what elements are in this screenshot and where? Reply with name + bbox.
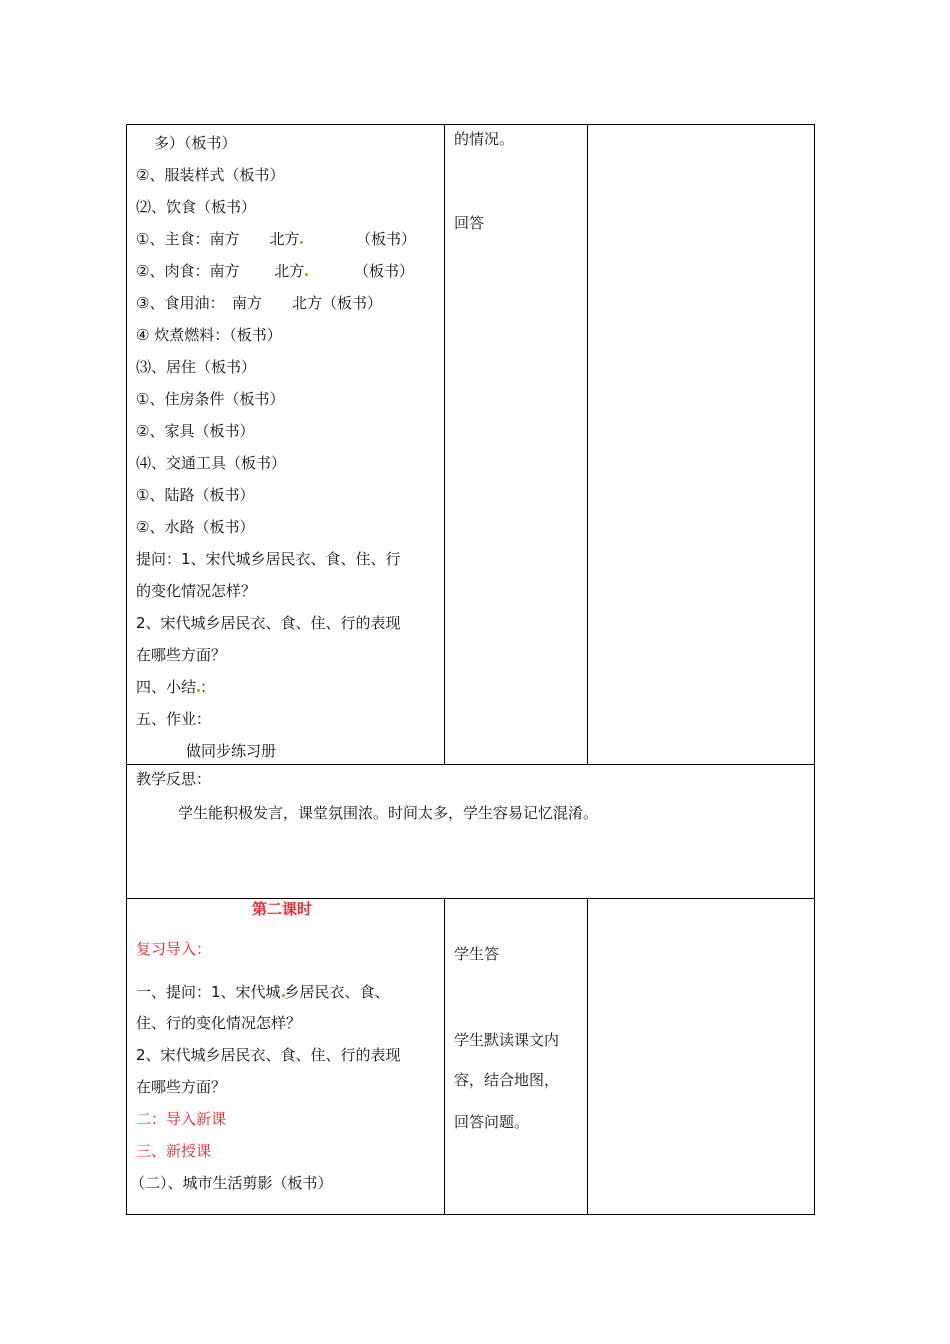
reflection-heading: 教学反思：: [136, 770, 212, 788]
left-line-text: ②、肉食：南方 北方: [136, 262, 305, 280]
left-line: 提问：1、宋代城乡居民衣、食、住、行: [136, 550, 401, 568]
dot-mark: [300, 241, 303, 244]
left-line: ⑷、交通工具（板书）: [136, 454, 287, 472]
left-line: 多）（板书）: [154, 134, 237, 152]
row-divider-2: [126, 898, 815, 899]
left-line: [136, 262, 308, 280]
left-line-text: ①、主食：南方 北方: [136, 230, 300, 248]
left-line: 住、行的变化情况怎样？: [136, 1014, 302, 1032]
mid-line: 容，结合地图，: [454, 1071, 560, 1089]
left-line: [136, 678, 215, 696]
left-line: ⑶、居住（板书）: [136, 358, 257, 376]
lesson-title: 第二课时: [252, 900, 313, 918]
left-line: 在哪些方面？: [136, 1078, 227, 1096]
left-line: [136, 230, 303, 248]
left-line: 在哪些方面？: [136, 646, 227, 664]
left-line: ③、食用油： 南方 北方（板书）: [136, 294, 382, 312]
review-heading: 复习导入：: [136, 940, 212, 958]
left-line: 做同步练习册: [186, 742, 277, 760]
column-divider-1: [444, 124, 445, 764]
mid-line: 回答问题。: [454, 1113, 530, 1131]
left-line: （二）、城市生活剪影（板书）: [130, 1174, 333, 1192]
left-line: [136, 983, 390, 1001]
reflection-text: 学生能积极发言，课堂氛围浓。时间太多，学生容易记忆混淆。: [178, 804, 599, 822]
left-line-text: 一、提问：1、宋代城: [136, 983, 281, 1001]
column-divider-4: [587, 898, 588, 1215]
left-line: ②、家具（板书）: [136, 422, 255, 440]
left-line: 五、作业：: [136, 710, 212, 728]
row-divider-1: [126, 764, 815, 765]
mid-line: 回答: [454, 214, 485, 232]
left-line: 2、宋代城乡居民衣、食、住、行的表现: [136, 614, 401, 632]
left-line: （板书）: [356, 230, 417, 248]
mid-line: 学生默读课文内: [454, 1031, 560, 1049]
left-line: 的变化情况怎样？: [136, 582, 257, 600]
left-line-text: 四、小结: [136, 678, 197, 696]
new-intro-heading: 二：导入新课: [136, 1110, 227, 1128]
mid-line: 学生答: [454, 945, 500, 963]
left-line: ④ 炊煮燃料：（板书）: [136, 326, 282, 344]
left-line-text: 乡居民衣、食、: [284, 983, 390, 1001]
left-line: ②、服装样式（板书）: [136, 166, 285, 184]
column-divider-2: [587, 124, 588, 764]
dot-mark: [305, 273, 308, 276]
left-line: 2、宋代城乡居民衣、食、住、行的表现: [136, 1046, 401, 1064]
left-line: （板书）: [354, 262, 415, 280]
left-line: ①、陆路（板书）: [136, 486, 255, 504]
left-line: ①、住房条件（板书）: [136, 390, 285, 408]
left-line: ②、水路（板书）: [136, 518, 255, 536]
mid-line: 的情况。: [454, 130, 515, 148]
new-lesson-heading: 三、新授课: [136, 1142, 212, 1160]
left-line-text: ：: [200, 678, 216, 696]
left-line: ⑵、饮食（板书）: [136, 198, 257, 216]
column-divider-3: [444, 898, 445, 1215]
